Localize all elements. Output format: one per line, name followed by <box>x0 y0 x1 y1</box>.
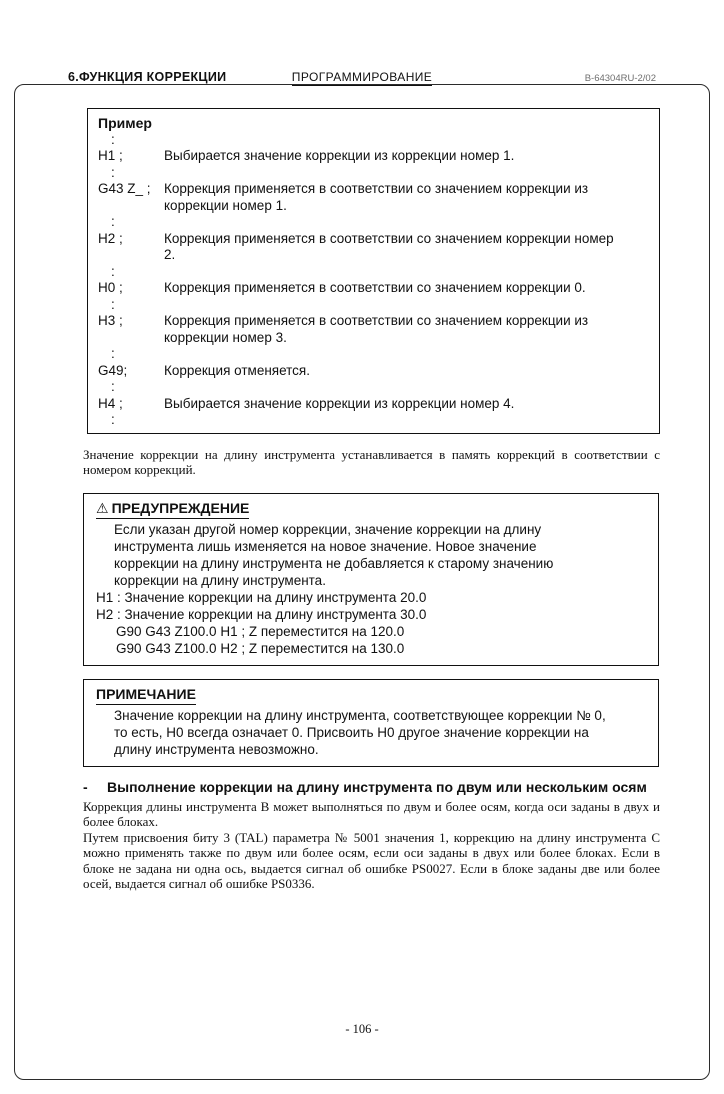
example-row <box>98 363 649 380</box>
code-description: Коррекция применяется в соответствии со значением коррекции из коррекции номер 1. <box>164 181 589 213</box>
page-number: - 106 - <box>345 1022 379 1036</box>
chapter-title: 6.ФУНКЦИЯ КОРРЕКЦИИ <box>68 70 227 84</box>
warning-body: Если указан другой номер коррекции, значение коррекции на длину инструмента лишь изменяется на новое значение. Новое значение коррекции на длину инструмента не добавляется к старому значению коррекции на длину инструмента. <box>114 521 554 588</box>
subsection-title: Выполнение коррекции на длину инструмента по двум или нескольким осям <box>107 778 647 795</box>
code-label: H2 ; <box>98 230 123 246</box>
code-label: G49; <box>98 362 128 378</box>
example-box <box>87 108 660 434</box>
code-description: Коррекция применяется в соответствии со значением коррекции из коррекции номер 3. <box>164 313 589 345</box>
code-label: H3 ; <box>98 313 123 328</box>
page-content <box>83 108 660 892</box>
example-title: Пример <box>98 115 152 131</box>
code-description: Коррекция применяется в соответствии со значением коррекции номер 2. <box>164 230 614 262</box>
warning-code-line: G90 G43 Z100.0 H1 ; Z переместится на 120.0 <box>116 623 405 639</box>
warning-icon: ⚠ <box>96 499 109 516</box>
paragraph-offset-b: Коррекция длины инструмента B может выполняться по двум и более осям, когда оси заданы в двух и более блоках. <box>83 798 660 829</box>
subsection-dash: - <box>83 778 88 795</box>
paragraph-offset-c: Путем присвоения биту 3 (TAL) параметра № 5001 значения 1, коррекцию на длину инструмента C можно применять также по двум или более осям, если оси заданы в двух или более блоках. Если в блоке не задана ни одна ось, выдается сигнал об ошибке PS0027. Если в блоке заданы две или более осей, выдается сигнал об ошибке PS0336. <box>83 829 660 891</box>
example-row <box>98 396 649 413</box>
code-description: Выбирается значение коррекции из коррекции номер 1. <box>164 148 515 163</box>
example-row <box>98 231 649 264</box>
continuation-colon: : <box>111 214 115 229</box>
example-row <box>98 181 649 214</box>
continuation-colon: : <box>111 346 115 361</box>
section-title: ПРОГРАММИРОВАНИЕ <box>291 70 433 84</box>
warning-title <box>96 500 249 519</box>
document-id: B-64304RU-2/02 <box>584 73 656 84</box>
warning-line-h2: H2 : Значение коррекции на длину инструмента 30.0 <box>96 606 427 622</box>
continuation-colon: : <box>111 379 115 394</box>
note-body: Значение коррекции на длину инструмента, соответствующее коррекции № 0, то есть, H0 всегда означает 0. Присвоить H0 другое значение коррекции на длину инструмента невозможно. <box>114 707 606 757</box>
continuation-colon: : <box>111 164 115 180</box>
example-row <box>98 280 649 297</box>
continuation-colon: : <box>111 412 115 427</box>
code-label: G43 Z_ ; <box>98 181 151 196</box>
page-header <box>68 70 656 86</box>
warning-title-text: ПРЕДУПРЕЖДЕНИЕ <box>111 499 250 516</box>
warning-code-line: G90 G43 Z100.0 H2 ; Z переместится на 130.0 <box>116 640 405 656</box>
example-row <box>98 148 649 165</box>
code-label: H4 ; <box>98 395 123 411</box>
code-description: Выбирается значение коррекции из коррекции номер 4. <box>164 395 515 411</box>
note-title <box>96 686 196 705</box>
subsection-heading <box>83 779 660 796</box>
continuation-colon: : <box>111 131 115 147</box>
paragraph-offset-memory: Значение коррекции на длину инструмента устанавливается в память коррекций в соответствии с номером коррекций. <box>83 446 660 477</box>
code-label: H1 ; <box>98 148 123 163</box>
warning-box <box>83 493 659 666</box>
continuation-colon: : <box>111 263 115 279</box>
warning-line-h1: H1 : Значение коррекции на длину инструмента 20.0 <box>96 589 427 605</box>
example-row <box>98 313 649 346</box>
code-label: H0 ; <box>98 280 123 295</box>
note-box <box>83 679 659 767</box>
code-description: Коррекция отменяется. <box>164 362 310 378</box>
continuation-colon: : <box>111 296 115 312</box>
note-title-text: ПРИМЕЧАНИЕ <box>96 685 196 702</box>
code-description: Коррекция применяется в соответствии со значением коррекции 0. <box>164 280 586 295</box>
